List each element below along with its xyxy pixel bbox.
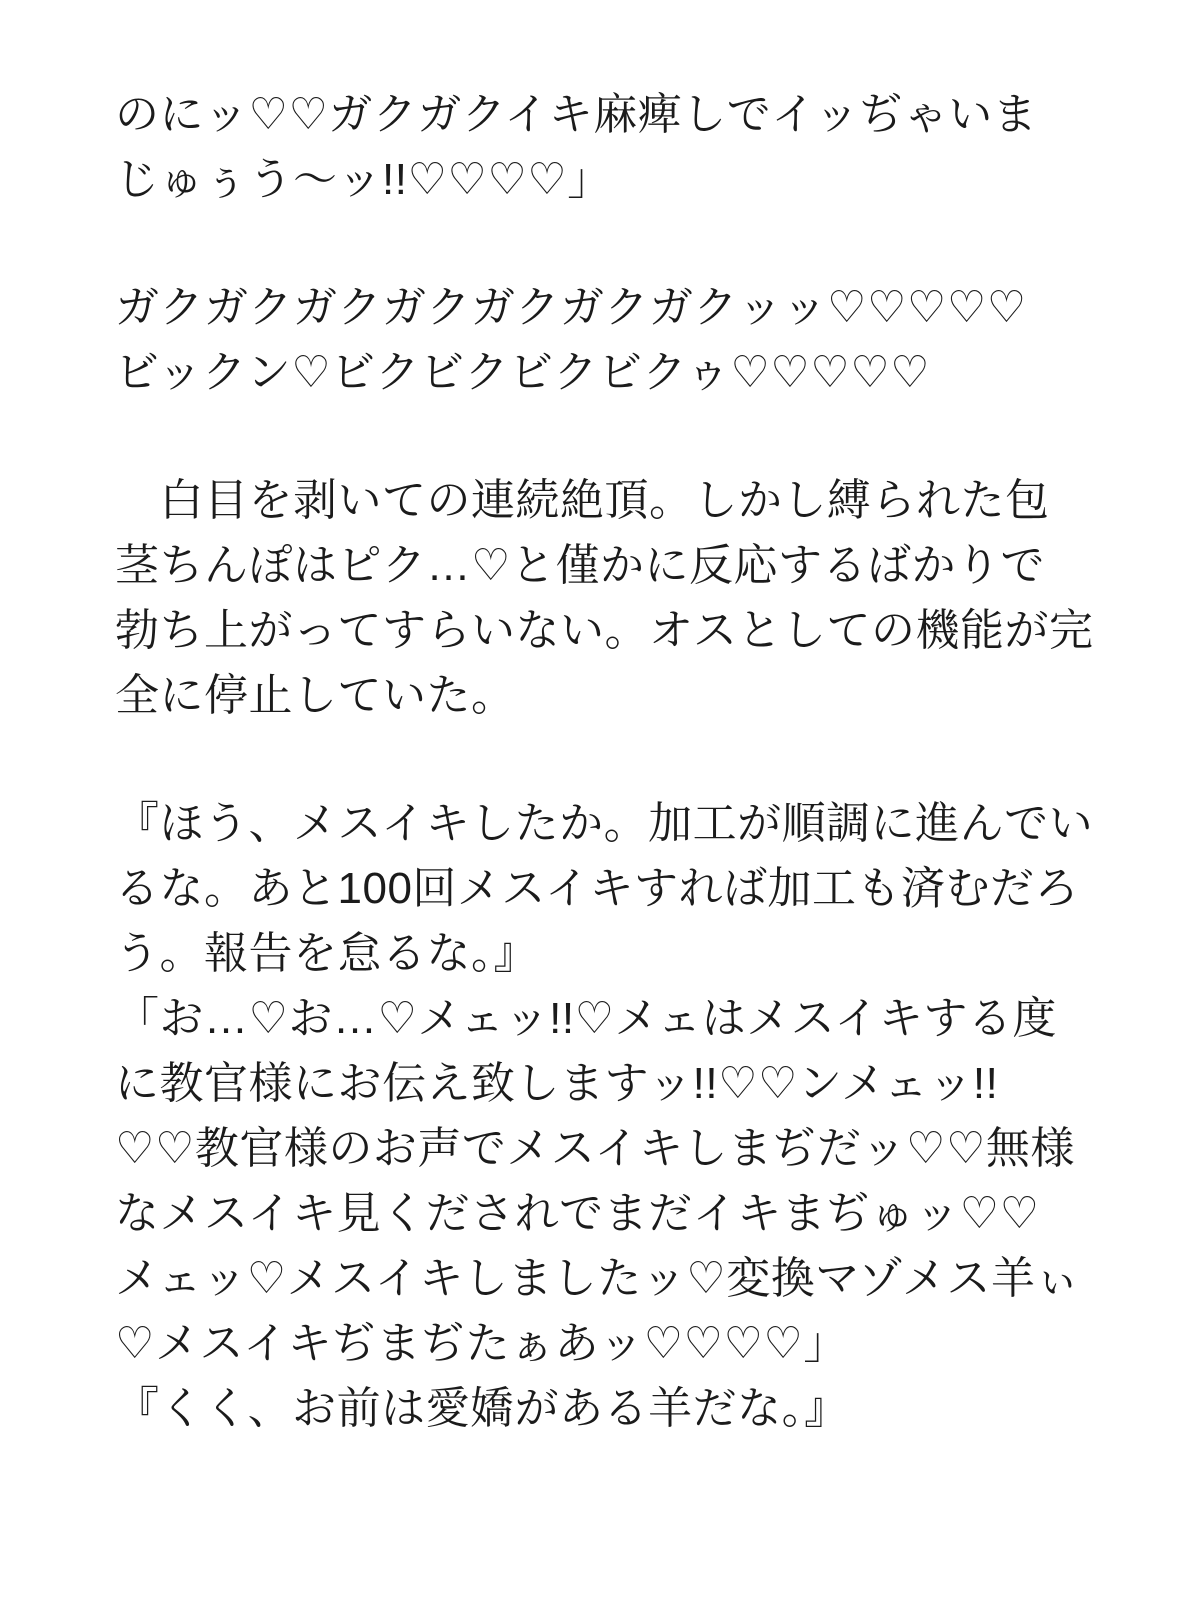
text-line: じゅぅう〜ッ!!♡♡♡♡」 <box>115 155 612 204</box>
paragraph <box>115 82 1089 212</box>
text-body <box>115 82 1094 1441</box>
text-line: ♡メスイキぢまぢたぁあッ♡♡♡♡」 <box>115 1319 848 1368</box>
text-line: 白目を剥いての連続絶頂。しかし縛られた包 <box>115 476 1050 525</box>
text-line: 「お…♡お…♡メェッ!!♡メェはメスイキする度 <box>115 994 1057 1043</box>
paragraph <box>115 275 1089 405</box>
text-line: 『ほう、メスイキしたか。加工が順調に進んでい <box>115 799 1094 848</box>
text-line: ♡♡教官様のお声でメスイキしまぢだッ♡♡無様 <box>115 1124 1075 1173</box>
text-line: 全に停止していた。 <box>115 671 516 720</box>
text-line: 『くく、お前は愛嬌がある羊だな。』 <box>115 1384 849 1433</box>
text-line: に教官様にお伝え致しますッ!!♡♡ンメェッ!! <box>115 1059 999 1108</box>
paragraph <box>115 791 1094 1441</box>
text-line: メェッ♡メスイキしましたッ♡変換マゾメス羊ぃ <box>115 1254 1081 1303</box>
paragraph <box>115 468 1094 728</box>
text-line: るな。あと100回メスイキすれば加工も済むだろ <box>115 864 1080 913</box>
text-line: ガクガクガクガクガクガクガクッッ♡♡♡♡♡ <box>115 283 1027 332</box>
text-line: ビックン♡ビクビクビクビクゥ♡♡♡♡♡ <box>115 348 931 397</box>
text-line: のにッ♡♡ガクガクイキ麻痺しでイッぢゃいま <box>115 90 1038 139</box>
text-line: 茎ちんぽはピク…♡と僅かに反応するばかりで <box>115 541 1045 590</box>
text-line: う。報告を怠るな。』 <box>115 929 538 978</box>
text-line: なメスイキ見くだされでまだイキまぢゅッ♡♡ <box>115 1189 1040 1238</box>
text-line: 勃ち上がってすらいない。オスとしての機能が完 <box>115 606 1094 655</box>
